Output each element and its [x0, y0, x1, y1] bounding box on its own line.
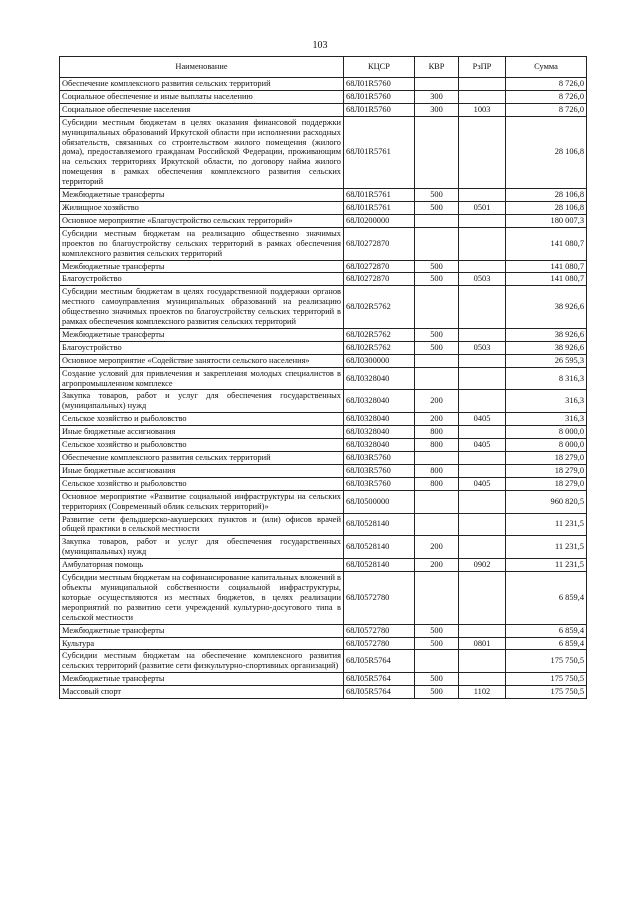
cell-sum: 6 859,4	[506, 572, 587, 625]
cell-rzpr: 1003	[459, 103, 506, 116]
cell-kvr: 500	[415, 341, 459, 354]
cell-kcsr: 68Л0500000	[344, 490, 415, 513]
budget-table	[59, 56, 587, 699]
table-row	[60, 103, 587, 116]
cell-kvr	[415, 367, 459, 390]
cell-kvr: 800	[415, 439, 459, 452]
cell-kcsr: 68Л01R5760	[344, 90, 415, 103]
cell-sum: 18 279,0	[506, 477, 587, 490]
cell-rzpr	[459, 354, 506, 367]
cell-name: Культура	[60, 637, 344, 650]
cell-sum: 316,3	[506, 390, 587, 413]
cell-rzpr	[459, 286, 506, 329]
table-row	[60, 464, 587, 477]
cell-name: Массовый спорт	[60, 686, 344, 699]
cell-kcsr: 68Л0200000	[344, 214, 415, 227]
cell-kcsr: 68Л0572780	[344, 572, 415, 625]
cell-name: Благоустройство	[60, 341, 344, 354]
cell-sum: 175 750,5	[506, 673, 587, 686]
cell-kvr	[415, 286, 459, 329]
cell-sum: 141 080,7	[506, 273, 587, 286]
table-row	[60, 90, 587, 103]
cell-rzpr: 0503	[459, 341, 506, 354]
table-row	[60, 452, 587, 465]
table-row	[60, 214, 587, 227]
header-kcsr: КЦСР	[344, 57, 415, 78]
cell-name: Иные бюджетные ассигнования	[60, 464, 344, 477]
cell-kvr	[415, 116, 459, 188]
cell-kvr: 300	[415, 90, 459, 103]
cell-kvr: 800	[415, 477, 459, 490]
cell-kvr: 500	[415, 637, 459, 650]
cell-kvr: 500	[415, 201, 459, 214]
cell-kvr: 200	[415, 559, 459, 572]
table-row	[60, 477, 587, 490]
cell-rzpr	[459, 426, 506, 439]
cell-rzpr: 0902	[459, 559, 506, 572]
cell-kcsr: 68Л05R5764	[344, 673, 415, 686]
cell-sum: 141 080,7	[506, 227, 587, 260]
cell-name: Закупка товаров, работ и услуг для обеспечения государственных (муниципальных) нужд	[60, 536, 344, 559]
cell-sum: 180 007,3	[506, 214, 587, 227]
cell-rzpr: 0405	[459, 477, 506, 490]
cell-kcsr: 68Л0272870	[344, 273, 415, 286]
cell-rzpr	[459, 78, 506, 91]
cell-name: Межбюджетные трансферты	[60, 673, 344, 686]
cell-name: Основное мероприятие «Благоустройство сельских территорий»	[60, 214, 344, 227]
cell-kvr: 500	[415, 673, 459, 686]
cell-rzpr	[459, 452, 506, 465]
cell-name: Субсидии местным бюджетам на обеспечение комплексного развития сельских территорий (развитие сети физкультурно-спортивных организаций)	[60, 650, 344, 673]
table-row	[60, 650, 587, 673]
cell-sum: 8 726,0	[506, 90, 587, 103]
cell-kcsr: 68Л05R5764	[344, 650, 415, 673]
cell-rzpr	[459, 673, 506, 686]
cell-name: Субсидии местным бюджетам на софинансирование капитальных вложений в объекты муниципальной собственности социальной инфраструктуры, которые осуществляются из местных бюджетов, в целях реализации мероприятий по развитию сети учреждений культурно-досугового типа в сельской местности	[60, 572, 344, 625]
cell-sum: 28 106,8	[506, 201, 587, 214]
cell-rzpr	[459, 227, 506, 260]
header-sum: Сумма	[506, 57, 587, 78]
cell-kvr: 300	[415, 103, 459, 116]
cell-name: Создание условий для привлечения и закрепления молодых специалистов в агропромышленном комплексе	[60, 367, 344, 390]
cell-rzpr: 0405	[459, 439, 506, 452]
cell-kvr: 500	[415, 273, 459, 286]
cell-kvr: 800	[415, 426, 459, 439]
cell-kcsr: 68Л0300000	[344, 354, 415, 367]
cell-kcsr: 68Л0528140	[344, 536, 415, 559]
table-row	[60, 490, 587, 513]
table-row	[60, 273, 587, 286]
cell-name: Субсидии местным бюджетам в целях государственной поддержки органов местного самоуправления муниципальных образований на реализацию общественно значимых проектов по благоустройству сельских территорий в рамках обеспечения комплексного развития сельских территорий	[60, 286, 344, 329]
cell-kvr: 500	[415, 686, 459, 699]
cell-rzpr	[459, 90, 506, 103]
cell-name: Развитие сети фельдшерско-акушерских пунктов и (или) офисов врачей общей практики в сельской местности	[60, 513, 344, 536]
cell-rzpr: 0501	[459, 201, 506, 214]
cell-sum: 38 926,6	[506, 341, 587, 354]
cell-kcsr: 68Л03R5760	[344, 452, 415, 465]
cell-sum: 6 859,4	[506, 637, 587, 650]
cell-rzpr	[459, 367, 506, 390]
cell-kcsr: 68Л0572780	[344, 637, 415, 650]
cell-kcsr: 68Л05R5764	[344, 686, 415, 699]
cell-rzpr	[459, 624, 506, 637]
cell-rzpr	[459, 513, 506, 536]
cell-name: Сельское хозяйство и рыболовство	[60, 413, 344, 426]
table-row	[60, 260, 587, 273]
header-rzpr: РзПР	[459, 57, 506, 78]
header-row	[60, 57, 587, 78]
cell-rzpr	[459, 328, 506, 341]
cell-name: Межбюджетные трансферты	[60, 189, 344, 202]
cell-kvr: 200	[415, 536, 459, 559]
page-number: 103	[312, 40, 328, 51]
cell-name: Межбюджетные трансферты	[60, 624, 344, 637]
cell-kcsr: 68Л01R5760	[344, 103, 415, 116]
cell-sum: 6 859,4	[506, 624, 587, 637]
table-row	[60, 673, 587, 686]
cell-kvr: 200	[415, 390, 459, 413]
cell-sum: 175 750,5	[506, 650, 587, 673]
cell-kvr	[415, 490, 459, 513]
cell-kcsr: 68Л0328040	[344, 390, 415, 413]
cell-kcsr: 68Л02R5762	[344, 328, 415, 341]
header-kvr: КВР	[415, 57, 459, 78]
cell-rzpr: 0503	[459, 273, 506, 286]
cell-sum: 26 595,3	[506, 354, 587, 367]
cell-sum: 8 000,0	[506, 439, 587, 452]
cell-rzpr	[459, 464, 506, 477]
table-row	[60, 624, 587, 637]
cell-name: Жилищное хозяйство	[60, 201, 344, 214]
cell-kvr	[415, 78, 459, 91]
cell-kcsr: 68Л0328040	[344, 439, 415, 452]
cell-rzpr	[459, 260, 506, 273]
cell-sum: 28 106,8	[506, 189, 587, 202]
cell-sum: 18 279,0	[506, 452, 587, 465]
cell-kvr: 800	[415, 464, 459, 477]
cell-kcsr: 68Л0528140	[344, 559, 415, 572]
cell-name: Межбюджетные трансферты	[60, 260, 344, 273]
cell-kcsr: 68Л01R5761	[344, 116, 415, 188]
cell-name: Благоустройство	[60, 273, 344, 286]
cell-kvr: 500	[415, 260, 459, 273]
cell-sum: 28 106,8	[506, 116, 587, 188]
cell-sum: 8 726,0	[506, 103, 587, 116]
cell-kcsr: 68Л01R5761	[344, 201, 415, 214]
table-row	[60, 536, 587, 559]
cell-name: Социальное обеспечение населения	[60, 103, 344, 116]
cell-sum: 8 726,0	[506, 78, 587, 91]
cell-rzpr	[459, 390, 506, 413]
cell-kcsr: 68Л01R5761	[344, 189, 415, 202]
cell-kvr	[415, 572, 459, 625]
cell-sum: 960 820,5	[506, 490, 587, 513]
cell-kcsr: 68Л01R5760	[344, 78, 415, 91]
table-row	[60, 426, 587, 439]
table-row	[60, 439, 587, 452]
table-row	[60, 189, 587, 202]
table-row	[60, 354, 587, 367]
cell-sum: 11 231,5	[506, 536, 587, 559]
cell-rzpr	[459, 214, 506, 227]
table-row	[60, 328, 587, 341]
cell-kvr	[415, 452, 459, 465]
cell-sum: 175 750,5	[506, 686, 587, 699]
cell-name: Закупка товаров, работ и услуг для обеспечения государственных (муниципальных) нужд	[60, 390, 344, 413]
table-row	[60, 413, 587, 426]
table-row	[60, 572, 587, 625]
cell-sum: 11 231,5	[506, 559, 587, 572]
cell-kcsr: 68Л0272870	[344, 260, 415, 273]
cell-kcsr: 68Л03R5760	[344, 464, 415, 477]
cell-kvr: 500	[415, 328, 459, 341]
cell-name: Сельское хозяйство и рыболовство	[60, 477, 344, 490]
cell-sum: 316,3	[506, 413, 587, 426]
cell-rzpr: 0405	[459, 413, 506, 426]
cell-kvr: 500	[415, 624, 459, 637]
header-name: Наименование	[60, 57, 344, 78]
table-row	[60, 286, 587, 329]
cell-kcsr: 68Л0328040	[344, 426, 415, 439]
cell-sum: 38 926,6	[506, 328, 587, 341]
table-row	[60, 116, 587, 188]
cell-name: Амбулаторная помощь	[60, 559, 344, 572]
cell-kvr	[415, 354, 459, 367]
table-row	[60, 686, 587, 699]
table-row	[60, 78, 587, 91]
table-row	[60, 559, 587, 572]
cell-name: Субсидии местным бюджетам в целях оказания финансовой поддержки муниципальных образований Иркутской области при исполнении расходных обязательств, связанных со строительством жилого помещения (жилого дома), предоставляемого гражданам Российской Федерации, проживающим на сельских территориях Иркутской области, по договору найма жилого помещения в рамках обеспечения комплексного развития сельских территорий	[60, 116, 344, 188]
cell-kcsr: 68Л0328040	[344, 367, 415, 390]
cell-name: Обеспечение комплексного развития сельских территорий	[60, 452, 344, 465]
cell-sum: 8 316,3	[506, 367, 587, 390]
cell-rzpr	[459, 189, 506, 202]
cell-sum: 141 080,7	[506, 260, 587, 273]
cell-rzpr	[459, 650, 506, 673]
cell-kvr	[415, 227, 459, 260]
cell-kvr	[415, 214, 459, 227]
table-row	[60, 341, 587, 354]
cell-kvr: 200	[415, 413, 459, 426]
cell-kcsr: 68Л0528140	[344, 513, 415, 536]
cell-kcsr: 68Л0572780	[344, 624, 415, 637]
cell-sum: 18 279,0	[506, 464, 587, 477]
cell-kvr: 500	[415, 189, 459, 202]
cell-sum: 8 000,0	[506, 426, 587, 439]
table-row	[60, 637, 587, 650]
table-row	[60, 367, 587, 390]
cell-name: Основное мероприятие «Развитие социальной инфраструктуры на сельских территориях (Современный облик сельских территорий)»	[60, 490, 344, 513]
cell-kcsr: 68Л0272870	[344, 227, 415, 260]
table-row	[60, 390, 587, 413]
cell-kcsr: 68Л0328040	[344, 413, 415, 426]
cell-name: Субсидии местным бюджетам на реализацию общественно значимых проектов по благоустройству сельских территорий в рамках обеспечения комплексного развития сельских территорий	[60, 227, 344, 260]
cell-sum: 38 926,6	[506, 286, 587, 329]
cell-name: Межбюджетные трансферты	[60, 328, 344, 341]
cell-name: Обеспечение комплексного развития сельских территорий	[60, 78, 344, 91]
cell-rzpr	[459, 536, 506, 559]
cell-rzpr: 1102	[459, 686, 506, 699]
table-row	[60, 227, 587, 260]
cell-kvr	[415, 650, 459, 673]
cell-kcsr: 68Л02R5762	[344, 341, 415, 354]
cell-rzpr	[459, 116, 506, 188]
cell-name: Иные бюджетные ассигнования	[60, 426, 344, 439]
cell-name: Основное мероприятие «Содействие занятости сельского населения»	[60, 354, 344, 367]
table-row	[60, 513, 587, 536]
cell-kcsr: 68Л03R5760	[344, 477, 415, 490]
cell-kcsr: 68Л02R5762	[344, 286, 415, 329]
table-row	[60, 201, 587, 214]
cell-sum: 11 231,5	[506, 513, 587, 536]
cell-name: Сельское хозяйство и рыболовство	[60, 439, 344, 452]
cell-rzpr	[459, 490, 506, 513]
cell-name: Социальное обеспечение и иные выплаты населению	[60, 90, 344, 103]
cell-rzpr	[459, 572, 506, 625]
cell-rzpr: 0801	[459, 637, 506, 650]
cell-kvr	[415, 513, 459, 536]
